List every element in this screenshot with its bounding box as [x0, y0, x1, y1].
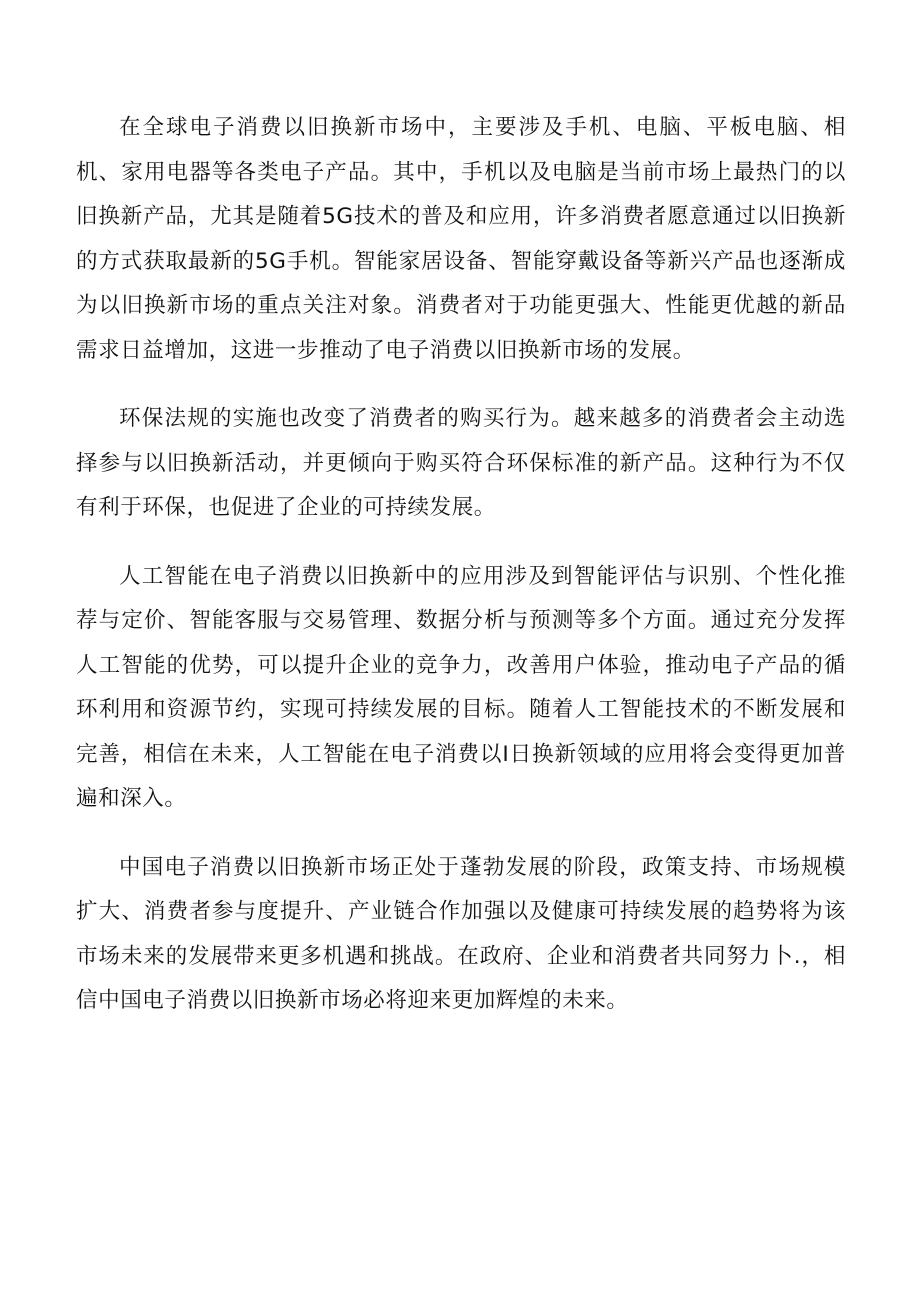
paragraph-china-market-outlook: 中国电子消费以旧换新市场正处于蓬勃发展的阶段，政策支持、市场规模扩大、消费者参与度提升、产业链合作加强以及健康可持续发展的趋势将为该市场未来的发展带来更多机遇和挑战。在政府、企业和消费者共同努力卜.，相信中国电子消费以旧换新市场必将迎来更加辉煌的未来。 [76, 854, 846, 1013]
paragraph-market-products: 在全球电子消费以旧换新市场中，主要涉及手机、电脑、平板电脑、相机、家用电器等各类电子产品。其中，手机以及电脑是当前市场上最热门的以旧换新产品，尤其是随着5G技术的普及和应用，许多消费者愿意通过以旧换新的方式获取最新的5G手机。智能家居设备、智能穿戴设备等新兴产品也逐渐成为以旧换新市场的重点关注对象。消费者对于功能更强大、性能更优越的新品需求日益增加，这进一步推动了电子消费以旧换新市场的发展。 [76, 115, 846, 363]
document-body [76, 106, 846, 1048]
paragraph-environmental-regulations: 环保法规的实施也改变了消费者的购买行为。越来越多的消费者会主动选择参与以旧换新活动，并更倾向于购买符合环保标准的新产品。这种行为不仅有利于环保，也促进了企业的可持续发展。 [76, 406, 846, 520]
paragraph-artificial-intelligence: 人工智能在电子消费以旧换新中的应用涉及到智能评估与识别、个性化推荐与定价、智能客服与交易管理、数据分析与预测等多个方面。通过充分发挥人工智能的优势，可以提升企业的竞争力，改善用户体验，推动电子产品的循环利用和资源节约，实现可持续发展的目标。随着人工智能技术的不断发展和完善，相信在未来，人工智能在电子消费以I日换新领域的应用将会变得更加普遍和深入。 [76, 563, 846, 811]
